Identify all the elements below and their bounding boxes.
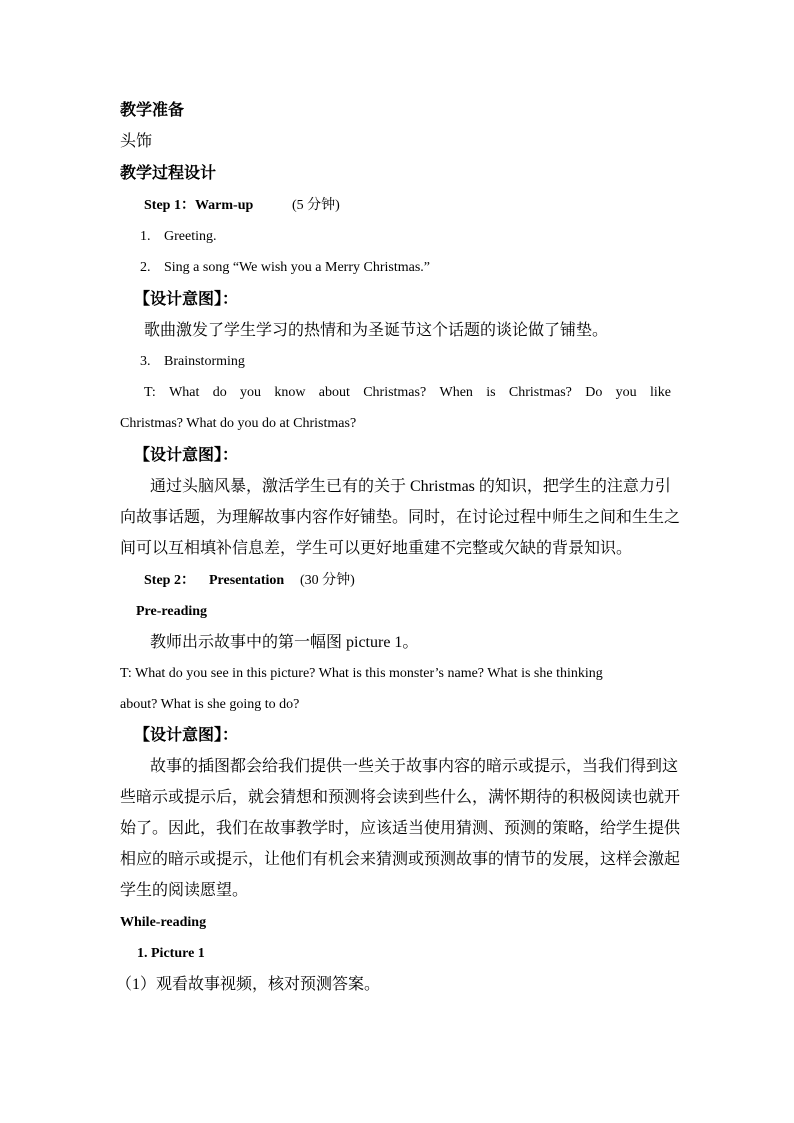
step1-item-1-num: 1.	[140, 229, 151, 244]
step2-time: (30 分钟)	[300, 573, 355, 588]
word: you	[615, 385, 637, 400]
intent2-line-1: 通过头脑风暴，激活学生已有的关于 Christmas 的知识，把学生的注意力引	[150, 478, 671, 495]
design-intent-label: 【设计意图】：	[134, 291, 239, 308]
while-reading-heading: While-reading	[120, 915, 207, 930]
word: know	[274, 385, 306, 400]
design-intent-label: 【设计意图】：	[134, 727, 239, 744]
word: like	[649, 385, 671, 400]
prep-item: 头饰	[120, 133, 153, 150]
intent3-line-5: 学生的阅读愿望。	[120, 882, 249, 899]
process-heading: 教学过程设计	[120, 165, 217, 182]
step1-item-2-text: Sing a song “We wish you a Merry Christmas.”	[164, 260, 430, 275]
intent3-line-2: 些暗示或提示后，就会猜想和预测将会读到些什么，满怀期待的积极阅读也就开	[120, 789, 681, 806]
word: What	[169, 385, 200, 400]
step1-item-3-num: 3.	[140, 354, 151, 369]
step2-label: Step 2：	[144, 573, 195, 588]
intent3-line-4: 相应的暗示或提示，让他们有机会来猜测或预测故事的情节的发展，这样会激起	[120, 851, 681, 868]
intent2-line-3: 间可以互相填补信息差，学生可以更好地重建不完整或欠缺的背景知识。	[120, 540, 633, 557]
prep-heading: 教学准备	[120, 102, 185, 119]
pre-reading-line: 教师出示故事中的第一幅图 picture 1。	[150, 634, 419, 651]
design-intent-label: 【设计意图】：	[134, 447, 239, 464]
picture1-heading: 1. Picture 1	[137, 946, 205, 961]
word: T:	[144, 385, 156, 400]
word: Christmas?	[363, 385, 427, 400]
word: Do	[585, 385, 603, 400]
pre-reading-question-line-1: T: What do you see in this picture? What is this monster’s name? What is she thinking	[120, 666, 603, 681]
step1-item-1-text: Greeting.	[164, 229, 217, 244]
word: is	[486, 385, 496, 400]
step1-label: Step 1：Warm-up	[144, 198, 254, 213]
intent3-line-1: 故事的插图都会给我们提供一些关于故事内容的暗示或提示，当我们得到这	[150, 758, 679, 775]
word: about	[318, 385, 350, 400]
step1-time: (5 分钟)	[292, 198, 340, 213]
intent3-line-3: 始了。因此，我们在故事教学时，应该适当使用猜测、预测的策略，给学生提供	[120, 820, 681, 837]
brainstorm-question-line-1	[144, 383, 671, 403]
intent1-text: 歌曲激发了学生学习的热情和为圣诞节这个话题的谈论做了铺垫。	[144, 322, 609, 339]
intent2-line-2: 向故事话题，为理解故事内容作好铺垫。同时，在讨论过程中师生之间和生生之	[120, 509, 681, 526]
word: you	[240, 385, 262, 400]
brainstorm-question-line-2: Christmas? What do you do at Christmas?	[120, 416, 357, 431]
step1-item-3-text: Brainstorming	[164, 354, 245, 369]
picture1-item: （1）观看故事视频，核对预测答案。	[116, 976, 381, 993]
step1-item-2-num: 2.	[140, 260, 151, 275]
word: When	[439, 385, 473, 400]
step2-name: Presentation	[209, 573, 285, 588]
pre-reading-question-line-2: about? What is she going to do?	[120, 697, 300, 712]
word: do	[212, 385, 227, 400]
pre-reading-heading: Pre-reading	[136, 604, 208, 619]
word: Christmas?	[508, 385, 572, 400]
